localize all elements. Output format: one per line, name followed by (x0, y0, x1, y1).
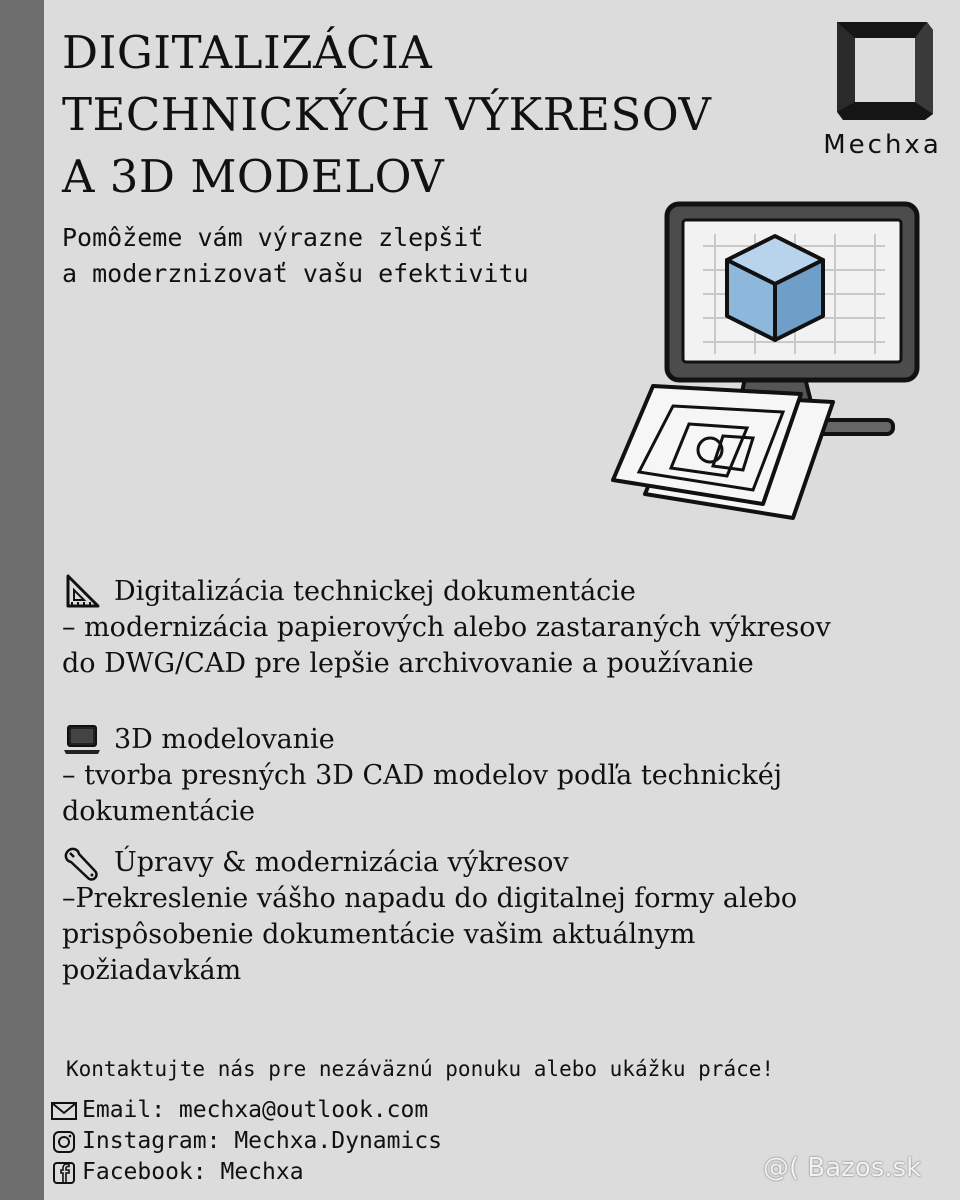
page-title (62, 22, 711, 208)
contact-facebook[interactable] (50, 1157, 442, 1188)
service-line: –Prekreslenie vášho napadu do digitalnej formy alebo (62, 883, 798, 914)
title-line-1: DIGITALIZÁCIA (62, 26, 433, 79)
title-line-3: A 3D MODELOV (62, 150, 445, 203)
contact-call-to-action: Kontaktujte nás pre nezáväznú ponuku alebo ukážku práce! (66, 1057, 775, 1081)
instagram-icon (50, 1130, 78, 1154)
subtitle (62, 220, 529, 292)
contact-facebook-text[interactable]: Facebook: Mechxa (82, 1159, 304, 1185)
brand-name: Mechxa (823, 130, 942, 160)
contact-list (50, 1095, 442, 1188)
service-heading: 3D modelovanie (114, 724, 335, 755)
triangle-ruler-icon (62, 574, 102, 610)
contact-instagram[interactable] (50, 1126, 442, 1157)
mechxa-logo (815, 18, 950, 163)
contact-email-text[interactable]: Email: mechxa@outlook.com (82, 1097, 429, 1123)
service-drawing-updates (62, 845, 797, 989)
wrench-icon (62, 845, 102, 881)
service-heading: Úpravy & modernizácia výkresov (114, 847, 569, 878)
subtitle-line-1: Pomôžeme vám výrazne zlepšiť (62, 223, 484, 252)
facebook-icon (50, 1161, 78, 1185)
service-line: – modernizácia papierových alebo zastaraných výkresov (62, 612, 831, 643)
laptop-icon (62, 722, 102, 758)
contact-email[interactable] (50, 1095, 442, 1126)
service-3d-modeling (62, 722, 782, 830)
service-line: – tvorba presných 3D CAD modelov podľa technickéj (62, 760, 783, 791)
service-line: požiadavkám (62, 955, 242, 986)
service-line: do DWG/CAD pre lepšie archivovanie a používanie (62, 648, 754, 679)
bazos-watermark: @( Bazos.sk (763, 1153, 922, 1183)
left-accent-bar (0, 0, 44, 1200)
envelope-icon (50, 1100, 78, 1122)
contact-instagram-text[interactable]: Instagram: Mechxa.Dynamics (82, 1128, 443, 1154)
service-line: prispôsobenie dokumentácie vašim aktuálnym (62, 919, 696, 950)
title-line-2: TECHNICKÝCH VÝKRESOV (62, 88, 712, 141)
service-digitization (62, 574, 831, 682)
service-line: dokumentácie (62, 796, 255, 827)
service-heading: Digitalizácia technickej dokumentácie (114, 576, 636, 607)
subtitle-line-2: a moderznizovať vašu efektivitu (62, 259, 529, 288)
cad-monitor-illustration (595, 198, 935, 528)
logo-frame-icon (815, 18, 950, 128)
